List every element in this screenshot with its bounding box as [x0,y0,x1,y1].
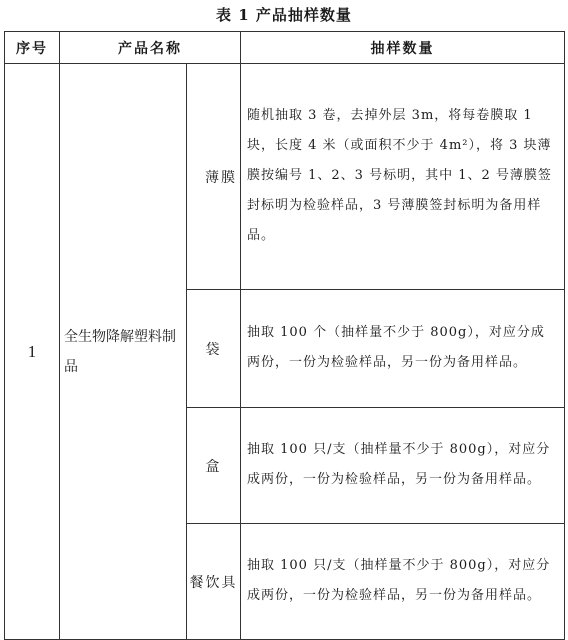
product-type-bag: 袋 [187,290,241,408]
product-type-tableware: 餐饮具 [187,524,241,640]
product-type-box: 盒 [187,408,241,524]
sampling-desc-tableware: 抽取 100 只/支（抽样量不少于 800g），对应分成两份，一份为检验样品，另一份为备用样品。 [241,524,565,640]
product-name: 全生物降解塑料制品 [60,64,187,640]
sampling-table [4,31,565,640]
table-caption: 表 1 产品抽样数量 [216,6,352,24]
product-type-film: 薄膜 [187,64,241,290]
sampling-desc-film: 随机抽取 3 卷，去掉外层 3m，将每卷膜取 1 块，长度 4 米（或面积不少于 4m²），将 3 块薄膜按编号 1、2、3 号标明，其中 1、2 号薄膜签封标明为检验样品，3 号薄膜签封标明为备用样品。 [241,64,565,290]
sampling-desc-box: 抽取 100 只/支（抽样量不少于 800g），对应分成两份，一份为检验样品，另一份为备用样品。 [241,408,565,524]
header-quantity: 抽样数量 [241,32,565,64]
table-row [5,64,565,290]
header-row [5,32,565,64]
header-name: 产品名称 [60,32,241,64]
sampling-desc-bag: 抽取 100 个（抽样量不少于 800g），对应分成两份，一份为检验样品，另一份为备用样品。 [241,290,565,408]
header-no: 序号 [5,32,60,64]
row-number: 1 [5,64,60,640]
